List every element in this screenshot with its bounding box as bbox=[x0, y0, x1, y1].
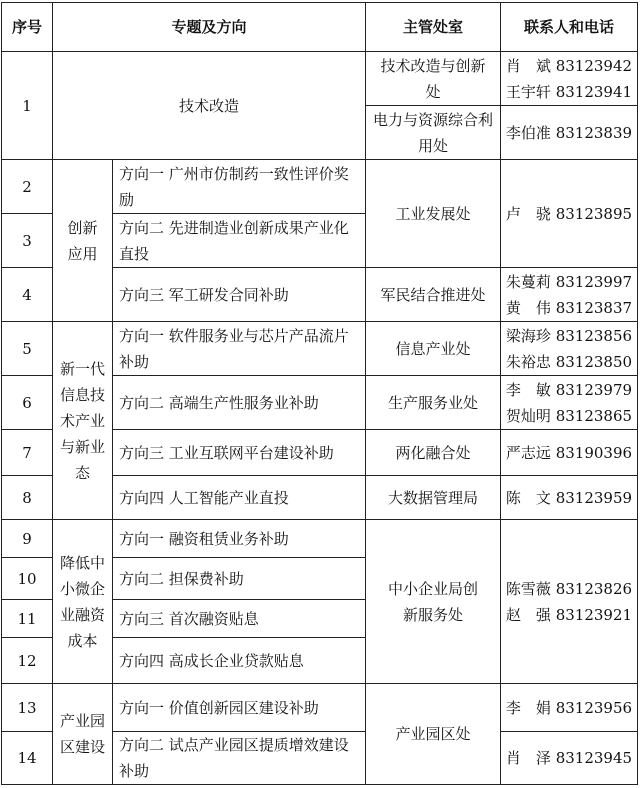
row-no: 6 bbox=[2, 376, 53, 430]
contacts: 肖 斌 83123942 王宇轩 83123941 bbox=[501, 52, 638, 106]
row-no: 13 bbox=[2, 684, 53, 732]
row-no: 1 bbox=[2, 52, 53, 160]
dept: 中小企业局创新服务处 bbox=[366, 520, 501, 684]
topic: 方向二 高端生产性服务业补助 bbox=[113, 376, 366, 430]
table-row bbox=[2, 160, 638, 214]
topic: 方向四 高成长企业贷款贴息 bbox=[113, 638, 366, 684]
topic: 方向一 软件服务业与芯片产品流片补助 bbox=[113, 322, 366, 376]
topic: 方向四 人工智能产业直投 bbox=[113, 476, 366, 520]
dept: 信息产业处 bbox=[366, 322, 501, 376]
topic: 方向一 价值创新园区建设补助 bbox=[113, 684, 366, 732]
contacts: 朱蔓莉 83123997 黄 伟 83123837 bbox=[501, 268, 638, 322]
group: 新一代信息技术产业与新业态 bbox=[53, 322, 113, 520]
group: 创新应用 bbox=[53, 160, 113, 322]
header-dept: 主管处室 bbox=[366, 3, 501, 52]
row-no: 10 bbox=[2, 558, 53, 600]
contacts: 严志远 83190396 bbox=[501, 430, 638, 476]
row-no: 14 bbox=[2, 732, 53, 785]
group: 降低中小微企业融资成本 bbox=[53, 520, 113, 684]
row-no: 7 bbox=[2, 430, 53, 476]
dept: 两化融合处 bbox=[366, 430, 501, 476]
table-row bbox=[2, 684, 638, 732]
row-no: 2 bbox=[2, 160, 53, 214]
contacts: 陈 文 83123959 bbox=[501, 476, 638, 520]
dept: 生产服务业处 bbox=[366, 376, 501, 430]
topic: 方向三 军工研发合同补助 bbox=[113, 268, 366, 322]
contacts: 梁海珍 83123856 朱裕忠 83123850 bbox=[501, 322, 638, 376]
topic: 技术改造 bbox=[53, 52, 366, 160]
dept: 工业发展处 bbox=[366, 160, 501, 268]
table-row bbox=[2, 322, 638, 376]
table-row bbox=[2, 520, 638, 558]
topic: 方向三 首次融资贴息 bbox=[113, 600, 366, 638]
dept: 军民结合推进处 bbox=[366, 268, 501, 322]
table-row bbox=[2, 52, 638, 106]
topic: 方向二 先进制造业创新成果产业化直投 bbox=[113, 214, 366, 268]
contacts: 李 敏 83123979 贺灿明 83123865 bbox=[501, 376, 638, 430]
row-no: 11 bbox=[2, 600, 53, 638]
contacts: 李伯准 83123839 bbox=[501, 106, 638, 160]
row-no: 12 bbox=[2, 638, 53, 684]
contacts: 肖 泽 83123945 bbox=[501, 732, 638, 785]
contacts: 李 娟 83123956 bbox=[501, 684, 638, 732]
header-row bbox=[2, 3, 638, 52]
funding-contact-table bbox=[1, 2, 638, 785]
dept: 大数据管理局 bbox=[366, 476, 501, 520]
topic: 方向一 广州市仿制药一致性评价奖励 bbox=[113, 160, 366, 214]
contacts: 陈雪薇 83123826 赵 强 83123921 bbox=[501, 520, 638, 684]
row-no: 8 bbox=[2, 476, 53, 520]
group: 产业园区建设 bbox=[53, 684, 113, 785]
topic: 方向三 工业互联网平台建设补助 bbox=[113, 430, 366, 476]
row-no: 3 bbox=[2, 214, 53, 268]
row-no: 9 bbox=[2, 520, 53, 558]
dept: 电力与资源综合利用处 bbox=[366, 106, 501, 160]
row-no: 5 bbox=[2, 322, 53, 376]
dept: 产业园区处 bbox=[366, 684, 501, 785]
dept: 技术改造与创新处 bbox=[366, 52, 501, 106]
topic: 方向二 担保费补助 bbox=[113, 558, 366, 600]
header-no: 序号 bbox=[2, 3, 53, 52]
topic: 方向一 融资租赁业务补助 bbox=[113, 520, 366, 558]
row-no: 4 bbox=[2, 268, 53, 322]
topic: 方向二 试点产业园区提质增效建设补助 bbox=[113, 732, 366, 785]
header-topic: 专题及方向 bbox=[53, 3, 366, 52]
contacts: 卢 骁 83123895 bbox=[501, 160, 638, 268]
header-contact: 联系人和电话 bbox=[501, 3, 638, 52]
